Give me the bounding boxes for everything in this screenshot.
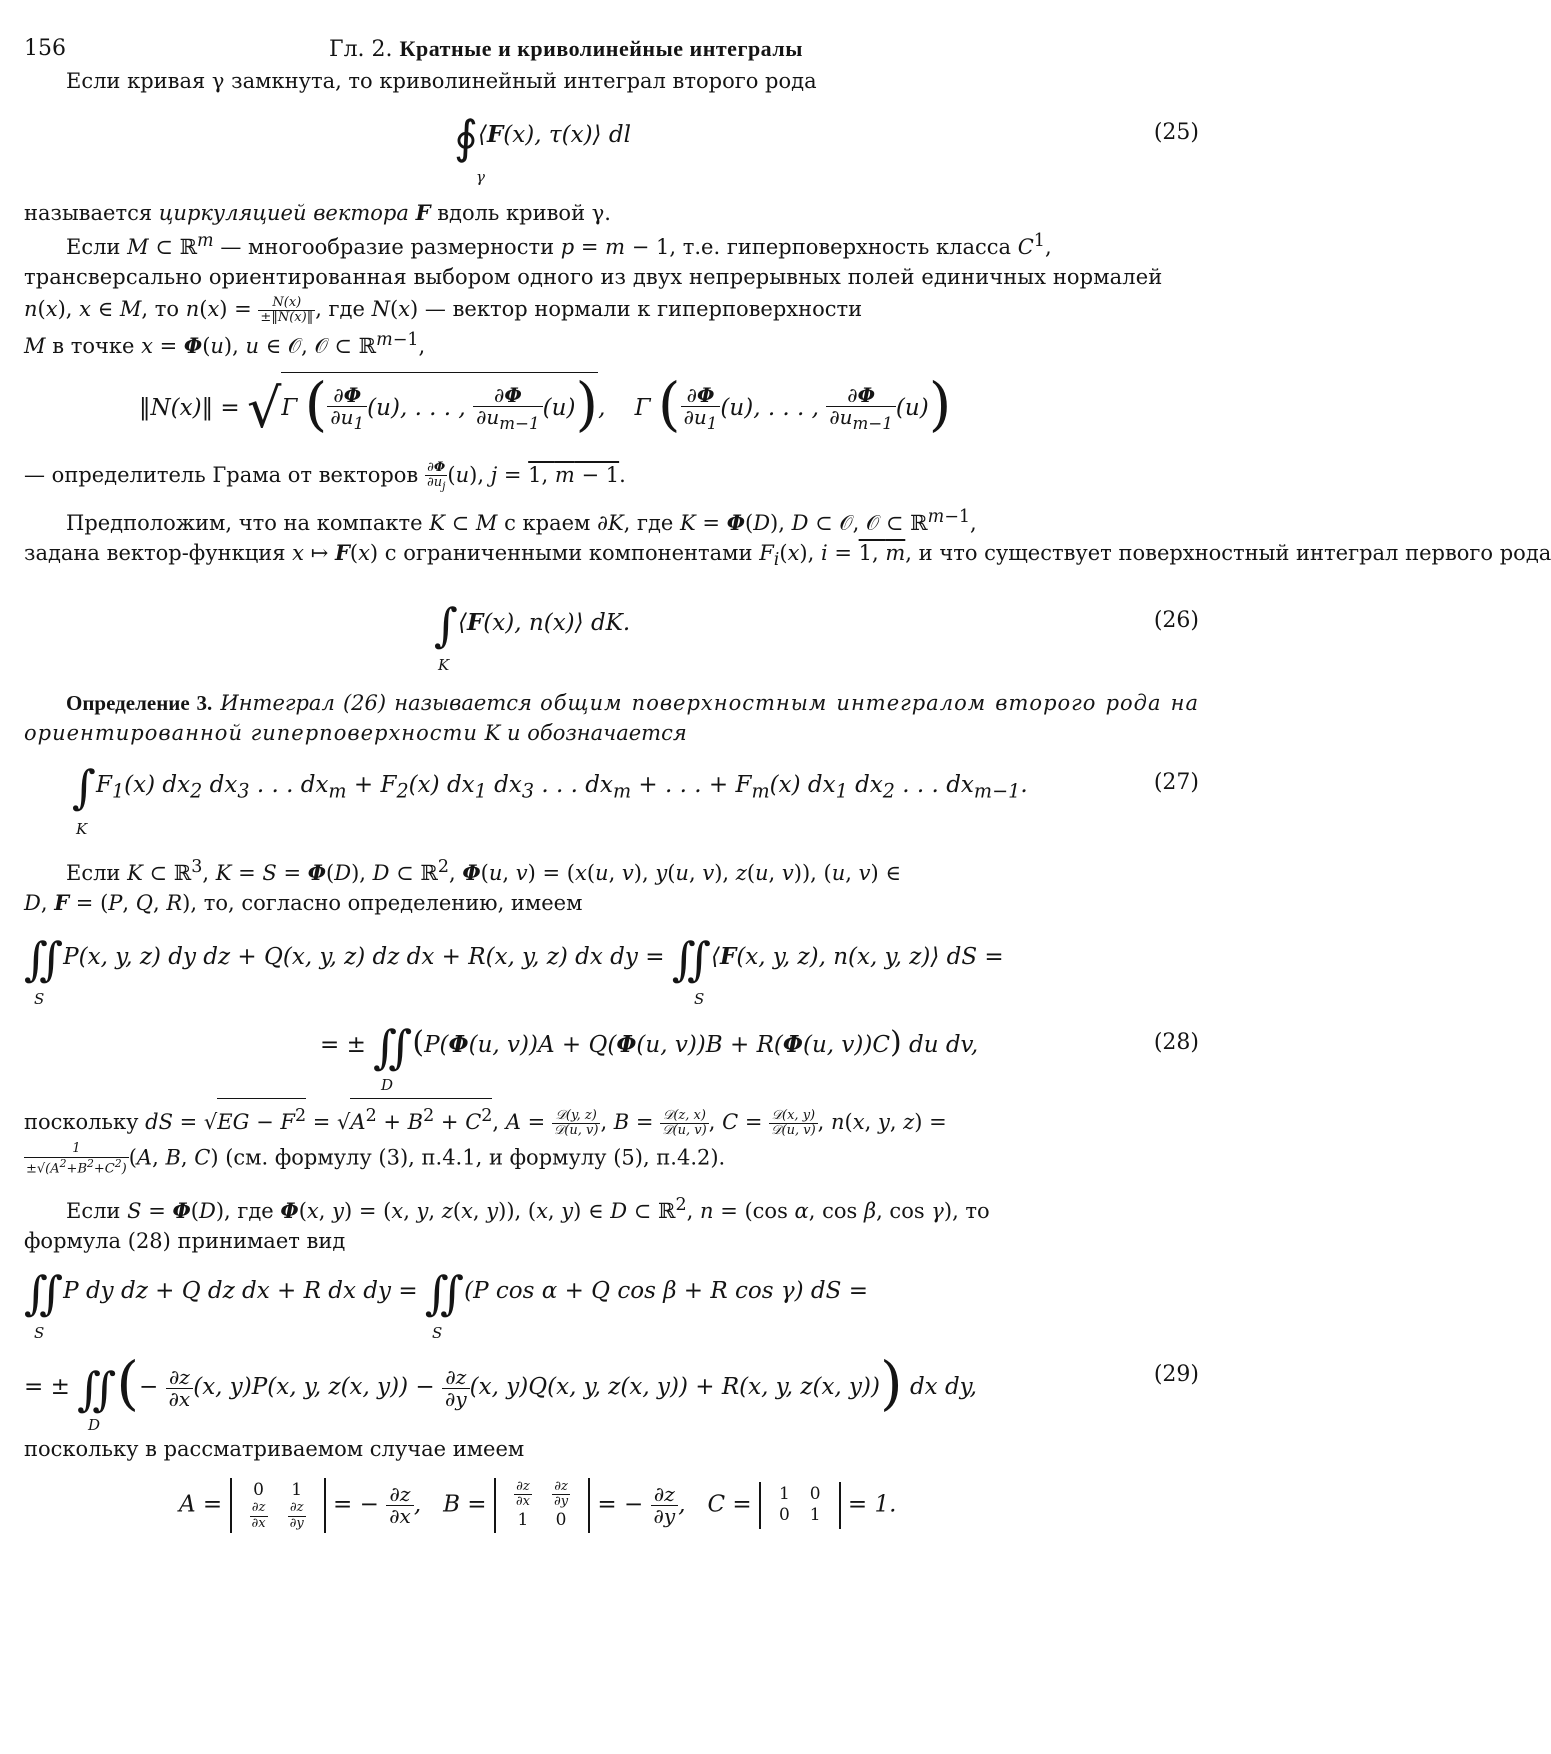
text: трансверсально ориентированная выбором одного из двух непрерывных полей единичных нормалей — [24, 265, 1163, 289]
text: называется — [24, 201, 159, 225]
text: Предположим, что на компакте — [66, 511, 423, 535]
text: , где — [315, 297, 365, 321]
page-number: 156 — [24, 36, 66, 61]
text: , т.е. гиперповерхность класса — [669, 235, 1012, 259]
text: вдоль кривой γ. — [430, 201, 611, 225]
text: поскольку в рассматриваемом случае имеем — [24, 1437, 525, 1461]
text: Если — [66, 1199, 121, 1223]
text: в точке — [52, 334, 135, 359]
paragraph-closed-curve — [24, 66, 1199, 96]
text: и что существует поверхностный интеграл первого рода — [918, 541, 1551, 565]
text: , то, согласно определению, имеем — [190, 891, 583, 915]
running-title — [329, 36, 803, 62]
paragraph-compact: Предположим, что на компакте K ⊂ M с краем ∂K, где K = Φ(D), D ⊂ 𝒪, 𝒪 ⊂ ℝ$^{m-1}$, задана вектор-функция x ↦ F(x) с ограниченными компонентами $F_i(x)$, i = 1, m, и что существует поверхностный интеграл первого рода — [24, 507, 1551, 571]
chapter-label: Гл. 2. — [329, 37, 393, 62]
page: 156 Гл. 2. Кратные и криволинейные интегралы Если кривая γ замкнута, то криволинейный интеграл второго рода ∮⟨F(x), τ(x)⟩ dl γ (25) называется циркуляцией вектора F вдоль кривой γ. Если M ⊂ ℝ$^m$ — многообразие размерности p = m − 1, т.е. гиперповерхность класса $C^1$, трансверсально ориентированная выбором одного из двух непрерывных полей единичных нормалей n(x), x ∈ M, то n(x) = $\frac{N(x)}{\pm‖N(x)‖}$ , где N(x) — вектор нормали к гиперповерхности M в точке x = Φ(u), u ∈ 𝒪, 𝒪 ⊂ ℝ$^{m-1}$, ‖N(x)‖ = √Γ ( $\frac{\partial\Phi}{\partial u_1}$ (u), . . . , $\frac{\partial\Phi}{\partial u_{m-1}}$ (u)), Γ ( $\frac{\partial\Phi}{\partial u_1}$ (u), . . . , $\frac{\partial\Phi}{\partial u_{m-1}}$ (u)) — определитель Грама от векторов $\frac{\partial\Phi}{\partial u_j}$ (u), j = 1, m − 1. Предположим, что на компакте K ⊂ M с краем ∂K, где K = Φ(D), D ⊂ 𝒪, 𝒪 ⊂ ℝ$^{m-1}$, задана вектор-функция x ↦ F(x) с ограниченными компонентами $F_i(x)$, i = 1, m, и что существует поверхностный интеграл первого рода ∫⟨F(x), n(x)⟩ dK. K (26) Определение 3. Интеграл (26) называется общим поверхностным интегралом второго рода на ориентированной гиперповерхности K и обозначается $\int F_1(x)$ $dx_2$ $dx_3$ . . . $dx_m + F_2(x)$ $dx_1$ $dx_3$ . . . $dx_m$ + . . . + $F_m(x)$ $dx_1$ $dx_2$ . . . $dx_{m-1}$. K (27) Если K ⊂ ℝ$^3$, K = S = Φ(D), D ⊂ ℝ$^2$, Φ(u, v) = (x(u, v), y(u, v), z(u, v)), (u, v) ∈ D, F = (P, Q, R), то, согласно определению, имеем ∬P(x, y, z) dy dz + Q(x, y, z) dz dx + R(x, y, z) dx dy = ∬⟨F(x, y, z), n(x, y, z)⟩ dS = S S = ± ∬(P(Φ(u, v))A + Q(Φ(u, v))B + R(Φ(u, v))C) du dv, D (28) поскольку dS = $√EG - F^2 = √A^2 + B^2 + C^2$, A = 𝒟(y, z) 𝒟(u, v) , B = 𝒟(z, x) 𝒟(u, v) , C = 𝒟(x, y) 𝒟(u, v) , n(x, y, z) = $\frac{1}{\pm√(A^2+B^2+C^2)}$ (A, B, C) (см. формулу (3), п.4.1, и формулу (5), п.4.2). Если S = Φ(D), где Φ(x, y) = (x, y, z(x, y)), (x, y) ∈ D ⊂ ℝ$^2$, n = (cos α, cos β, cos γ), то формула (28) принимает вид ∬P dy dz + Q dz dx + R dx dy = ∬(P cos α + Q cos β + R cos γ) dS = S S = ± ∬(− $\frac{\partial z}{\partial x}$ (x, y)P(x, y, z(x, y)) − $\frac{\partial z}{\partial y}$ (x, y)Q(x, y, z(x, y)) + R(x, y, z(x, y))) dx dy, D (29) поскольку в рассматриваемом случае имеем A = 0 1 $\frac{\partial z}{\partial x}$ $\frac{\partial z}{\partial y}$ = − $\frac{\partial z}{\partial x}$ , B = $\frac{\partial z}{\partial x}$ $\frac{\partial z}{\partial y}$ 1 0 = − $\frac{\partial z}{\partial y}$ , C = 1 0 0 1 = 1. — [0, 0, 1239, 1754]
text: Если кривая γ замкнута, то криволинейный интеграл второго рода — [66, 69, 817, 93]
term: циркуляцией вектора — [158, 201, 409, 225]
text: , где — [224, 1199, 274, 1223]
definition-label: Определение 3. — [66, 691, 213, 715]
equation-number: (29) — [1153, 1362, 1199, 1387]
paragraph-circulation: называется циркуляцией вектора F вдоль кривой γ. — [24, 200, 611, 225]
text: , где — [623, 511, 674, 535]
paragraph-gram: — определитель Грама от векторов $\frac{\partial\Phi}{\partial u_j}$ (u), j = 1, m − 1. — [24, 459, 626, 493]
paragraph-hypersurface: Если M ⊂ ℝ$^m$ — многообразие размерности p = m − 1, т.е. гиперповерхность класса $C^1$, трансверсально ориентированная выбором одного из двух непрерывных полей единичных нормалей n(x), x ∈ M, то n(x) = $\frac{N(x)}{\pm‖N(x)‖}$ , где N(x) — вектор нормали к гиперповерхности M в точке x = Φ(u), u ∈ 𝒪, 𝒪 ⊂ ℝ$^{m-1}$, — [24, 226, 1199, 361]
paragraph-since-case — [24, 1434, 1199, 1464]
text: (см. формулу (3), п.4.1, и формулу (5), п.4.2). — [225, 1145, 726, 1170]
text: поскольку — [24, 1110, 139, 1134]
term: общим поверхностным интегралом второго рода на ориентированной гиперповерхности — [24, 691, 1199, 745]
text: с краем — [504, 511, 591, 535]
text: Если — [66, 861, 121, 885]
chapter-title: Кратные и криволинейные интегралы — [399, 36, 803, 61]
running-header — [24, 36, 1199, 66]
text: формула (28) принимает вид — [24, 1229, 346, 1253]
text: , то — [141, 297, 180, 321]
text: — вектор нормали к гиперповерхности — [424, 297, 863, 321]
text: Интеграл (26) называется — [220, 691, 532, 715]
text: Если — [66, 235, 121, 259]
text: и обозначается — [507, 721, 687, 745]
paragraph-explicit-surface: Если S = Φ(D), где Φ(x, y) = (x, y, z(x, y)), (x, y) ∈ D ⊂ ℝ$^2$, n = (cos α, cos β, cos γ), то формула (28) принимает вид — [24, 1190, 1199, 1256]
equation-number: (28) — [1153, 1030, 1199, 1055]
equation-number: (27) — [1153, 770, 1199, 795]
text: — определитель Грама от векторов — [24, 463, 419, 487]
definition-3: Определение 3. Интеграл (26) называется общим поверхностным интегралом второго рода на ориентированной гиперповерхности K и обозначается — [24, 691, 1199, 745]
text: с ограниченными компонентами — [384, 541, 753, 565]
text: задана вектор-функция — [24, 541, 286, 565]
text: , то — [952, 1199, 990, 1223]
paragraph-since-ds: поскольку dS = $√EG - F^2 = √A^2 + B^2 + C^2$, A = 𝒟(y, z) 𝒟(u, v) , B = 𝒟(z, x) 𝒟(u, v) , C = 𝒟(x, y) 𝒟(u, v) , n(x, y, z) = $\frac{1}{\pm√(A^2+B^2+C^2)}$ (A, B, C) (см. формулу (3), п.4.1, и формулу (5), п.4.2). — [24, 1098, 1199, 1176]
text: — многообразие размерности — [220, 235, 555, 259]
paragraph-r3: Если K ⊂ ℝ$^3$, K = S = Φ(D), D ⊂ ℝ$^2$, Φ(u, v) = (x(u, v), y(u, v), z(u, v)), (u, v) ∈ D, F = (P, Q, R), то, согласно определению, имеем — [24, 857, 901, 915]
equation-number: (26) — [1153, 608, 1199, 633]
equation-number: (25) — [1153, 120, 1199, 145]
